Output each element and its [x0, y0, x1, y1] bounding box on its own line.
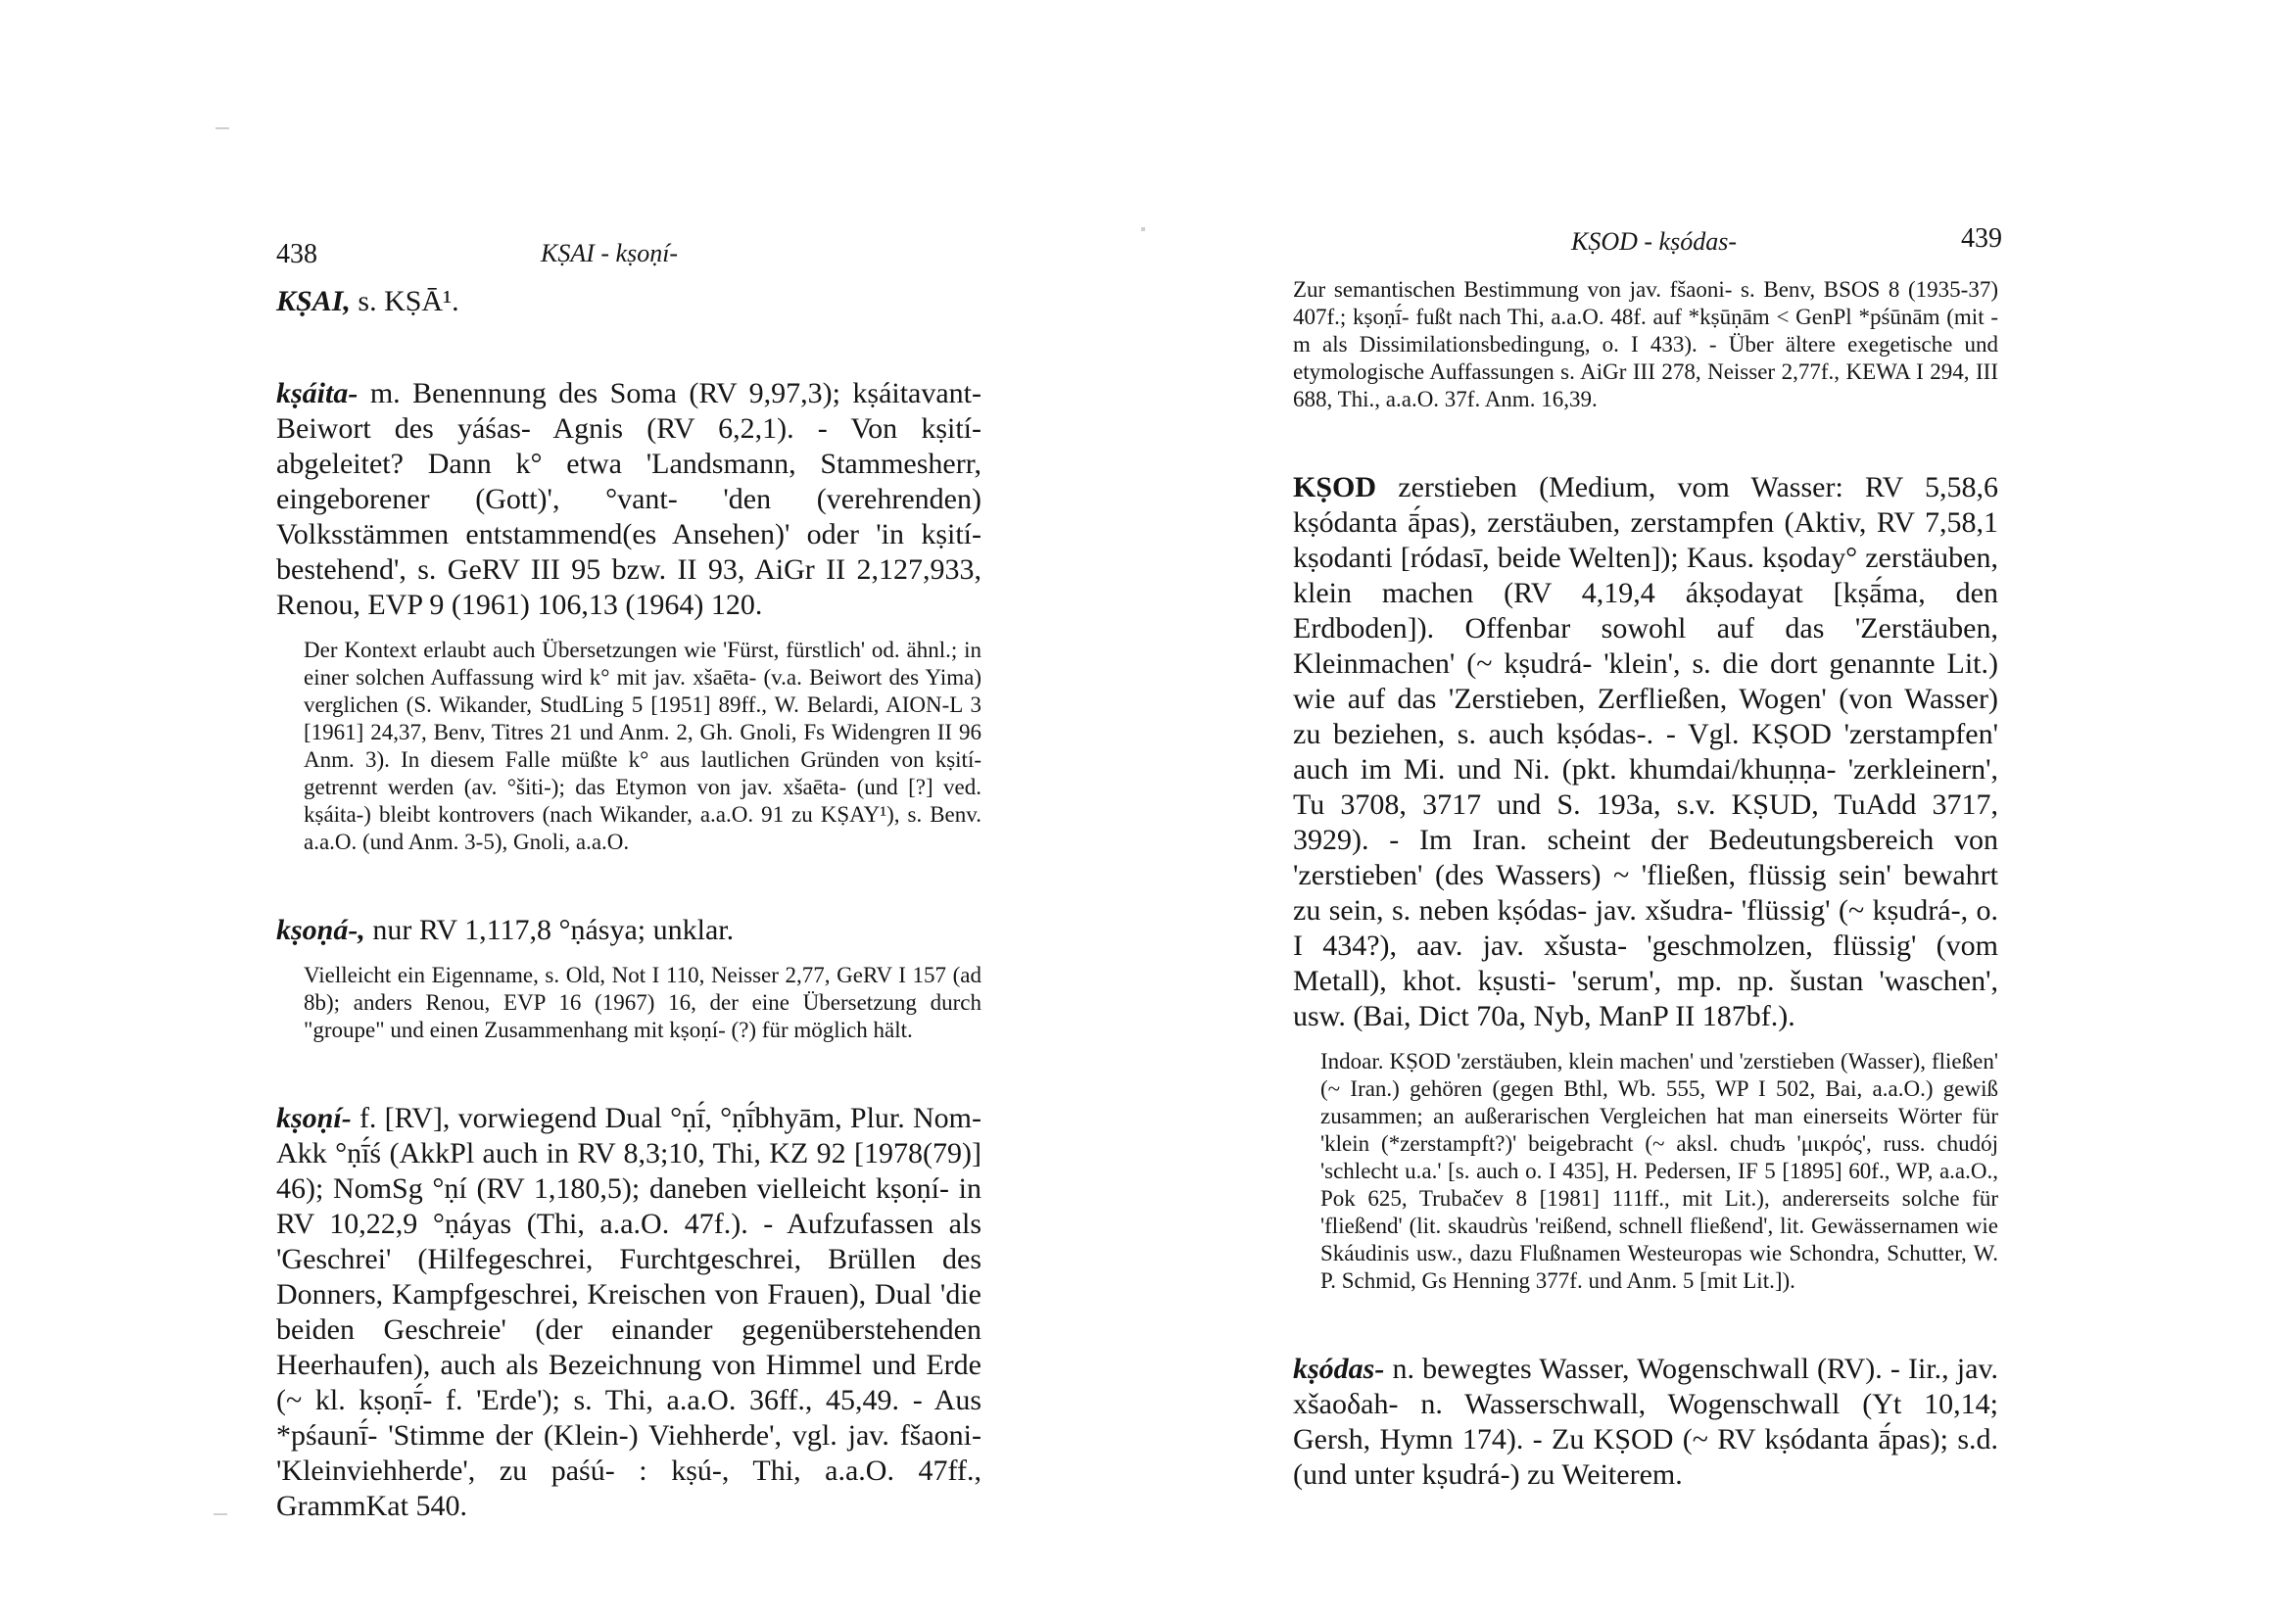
- entry-lemma: kṣódas-: [1293, 1353, 1385, 1385]
- entry-ksai: [276, 284, 981, 319]
- entry-lemma: KṢOD: [1293, 471, 1377, 503]
- entry-lemma: kṣáita-: [276, 377, 359, 409]
- entry-text: f. [RV], vorwiegend Dual °ṇī́, °ṇī́bhyām, Plur. Nom-Akk °ṇī́ś (AkkPl auch in RV 8,3;10, Thi, KZ 92 [1978(79)] 46); NomSg °ṇí (RV 1,180,5); daneben vielleicht kṣoṇí- in RV 10,22,9 °ṇáyas (Thi, a.a.O. 47f.). - Aufzufassen als 'Geschrei' (Hilfegeschrei, Furchtgeschrei, Brüllen des Donners, Kampfgeschrei, Kreischen von Frauen), Dual 'die beiden Geschreie' (der einander gegenüberstehenden Heerhaufen), auch als Bezeichnung von Himmel und Erde (~ kl. kṣoṇī́- f. 'Erde'); s. Thi, a.a.O. 36ff., 45,49. - Aus *pśaunī́- 'Stimme der (Klein-) Viehherde', vgl. jav. fšaoni- 'Kleinviehherde', zu paśú- : kṣú-, Thi, a.a.O. 47ff., GrammKat 540.: [276, 1102, 981, 1522]
- scan-speck: [215, 127, 229, 129]
- right-page: [1148, 0, 2296, 1622]
- left-page-number: 438: [276, 239, 317, 269]
- entry-ksod: [1293, 470, 1998, 1034]
- note-ksona: Vielleicht ein Eigenname, s. Old, Not I 110, Neisser 2,77, GeRV I 157 (ad 8b); anders Renou, EVP 16 (1967) 16, der eine Übersetzung durch "groupe" und einen Zusammenhang mit kṣoṇí- (?) für möglich hält.: [304, 963, 981, 1042]
- entry-text: zerstieben (Medium, vom Wasser: RV 5,58,6 kṣódanta ā́pas), zerstäuben, zerstampfen (Aktiv, RV 7,58,1 kṣodanti [ródasī, beide Welten]); Kaus. kṣoday° zerstäuben, klein machen (RV 4,19,4 ákṣodayat [kṣā́ma, den Erdboden]). Offenbar sowohl auf das 'Zerstäuben, Kleinmachen' (~ kṣudrá- 'klein', s. die dort genannte Lit.) wie auf das 'Zerstieben, Zerfließen, Wogen' (von Wasser) zu beziehen, s. auch kṣódas-. - Vgl. KṢOD 'zerstampfen' auch im Mi. und Ni. (pkt. khumdai/khuṇṇa- 'zerkleinern', Tu 3708, 3717 und S. 193a, s.v. KṢUD, TuAdd 3717, 3929). - Im Iran. scheint der Bedeutungsbereich von 'zerstieben' (des Wassers) ~ 'fließen, flüssig sein' bewahrt zu sein, s. neben kṣódas- jav. xšudra- 'flüssig' (~ kṣudrá-, o. I 434?), aav. jav. xšusta- 'geschmolzen, flüssig' (vom Metall), khot. kṣusti- 'serum', mp. np. šustan 'waschen', usw. (Bai, Dict 70a, Nyb, ManP II 187bf.).: [1293, 471, 1998, 1032]
- right-page-number: 439: [1961, 223, 2002, 254]
- left-column: [276, 284, 981, 1524]
- left-running-head: KṢAI - kṣoṇí-: [541, 239, 679, 267]
- note-ksoni-continued: Zur semantischen Bestimmung von jav. fšaoni- s. Benv, BSOS 8 (1935-37) 407f.; kṣoṇī́- fußt nach Thi, a.a.O. 48f. auf *kṣūṇām < GenPl *pśūnām (mit -m als Dissimilationsbedingung, o. I 433). - Über ältere exegetische und etymologische Auffassungen s. AiGr III 278, Neisser 2,77f., KEWA I 294, III 688, Thi., a.a.O. 37f. Anm. 16,39.: [1293, 277, 1998, 411]
- entry-lemma: KṢAI,: [276, 285, 351, 317]
- entry-text: nur RV 1,117,8 °ṇásya; unklar.: [372, 914, 735, 946]
- entry-text: n. bewegtes Wasser, Wogenschwall (RV). - Iir., jav. xšaoδah- n. Wasserschwall, Wogenschwall (Yt 10,14; Gersh, Hymn 174). - Zu KṢOD (~ RV kṣódanta ā́pas); s.d. (und unter kṣudrá-) zu Weiterem.: [1293, 1353, 1998, 1491]
- entry-ksoni: [276, 1101, 981, 1524]
- right-running-head: KṢOD - kṣódas-: [1571, 227, 1737, 256]
- note-ksod: Indoar. KṢOD 'zerstäuben, klein machen' und 'zerstieben (Wasser), fließen' (~ Iran.) gehören (gegen Bthl, Wb. 555, WP I 502, Bai, a.a.O.) gewiß zusammen; an außerarischen Vergleichen hat man einerseits Wörter für 'klein (*zerstampft?)' beigebracht (~ aksl. chudъ 'μικρός', russ. chudój 'schlecht u.a.' [s. auch o. I 435], H. Pedersen, IF 5 [1895] 60f., WP, a.a.O., Pok 625, Trubačev 8 [1981] 111ff., mit Lit.), andererseits solche für 'fließend' (lit. skaudrùs 'reißend, schnell fließend', lit. Gewässernamen wie Skáudinis usw., dazu Flußnamen Westeuropas wie Schondra, Schutter, W. P. Schmid, Gs Henning 377f. und Anm. 5 [mit Lit.]).: [1320, 1049, 1998, 1293]
- scan-speck: [214, 1513, 227, 1515]
- right-column: [1293, 276, 1998, 1493]
- entry-lemma: kṣoṇá-,: [276, 914, 365, 946]
- entry-text: s. KṢĀ¹.: [358, 285, 459, 317]
- entry-ksodas: [1293, 1352, 1998, 1493]
- scan-speck: [1141, 227, 1145, 231]
- entry-lemma: kṣoṇí-: [276, 1102, 352, 1134]
- entry-ksona: [276, 913, 981, 948]
- note-ksaita: Der Kontext erlaubt auch Übersetzungen wie 'Fürst, fürstlich' od. ähnl.; in einer solchen Auffassung wird k° mit jav. xšaēta- (v.a. Beiwort des Yima) verglichen (S. Wikander, StudLing 5 [1951] 89ff., W. Belardi, AION-L 3 [1961] 24,37, Benv, Titres 21 und Anm. 2, Gh. Gnoli, Fs Widengren II 96 Anm. 3). In diesem Falle müßte k° aus lautlichen Gründen von kṣití- getrennt werden (av. °šiti-); das Etymon von jav. xšaēta- (und [?] ved. kṣáita-) bleibt kontrovers (nach Wikander, a.a.O. 91 zu KṢAY¹), s. Benv. a.a.O. (und Anm. 3-5), Gnoli, a.a.O.: [304, 638, 981, 854]
- entry-text: m. Benennung des Soma (RV 9,97,3); kṣáitavant- Beiwort des yáśas- Agnis (RV 6,2,1). - Von kṣití- abgeleitet? Dann k° etwa 'Landsmann, Stammesherr, eingeborener (Gott)', °vant- 'den (verehrenden) Volksstämmen entstammend(es Ansehen)' oder 'in kṣití- bestehend', s. GeRV III 95 bzw. II 93, AiGr II 2,127,933, Renou, EVP 9 (1961) 106,13 (1964) 120.: [276, 377, 982, 621]
- entry-ksaita: [276, 376, 981, 623]
